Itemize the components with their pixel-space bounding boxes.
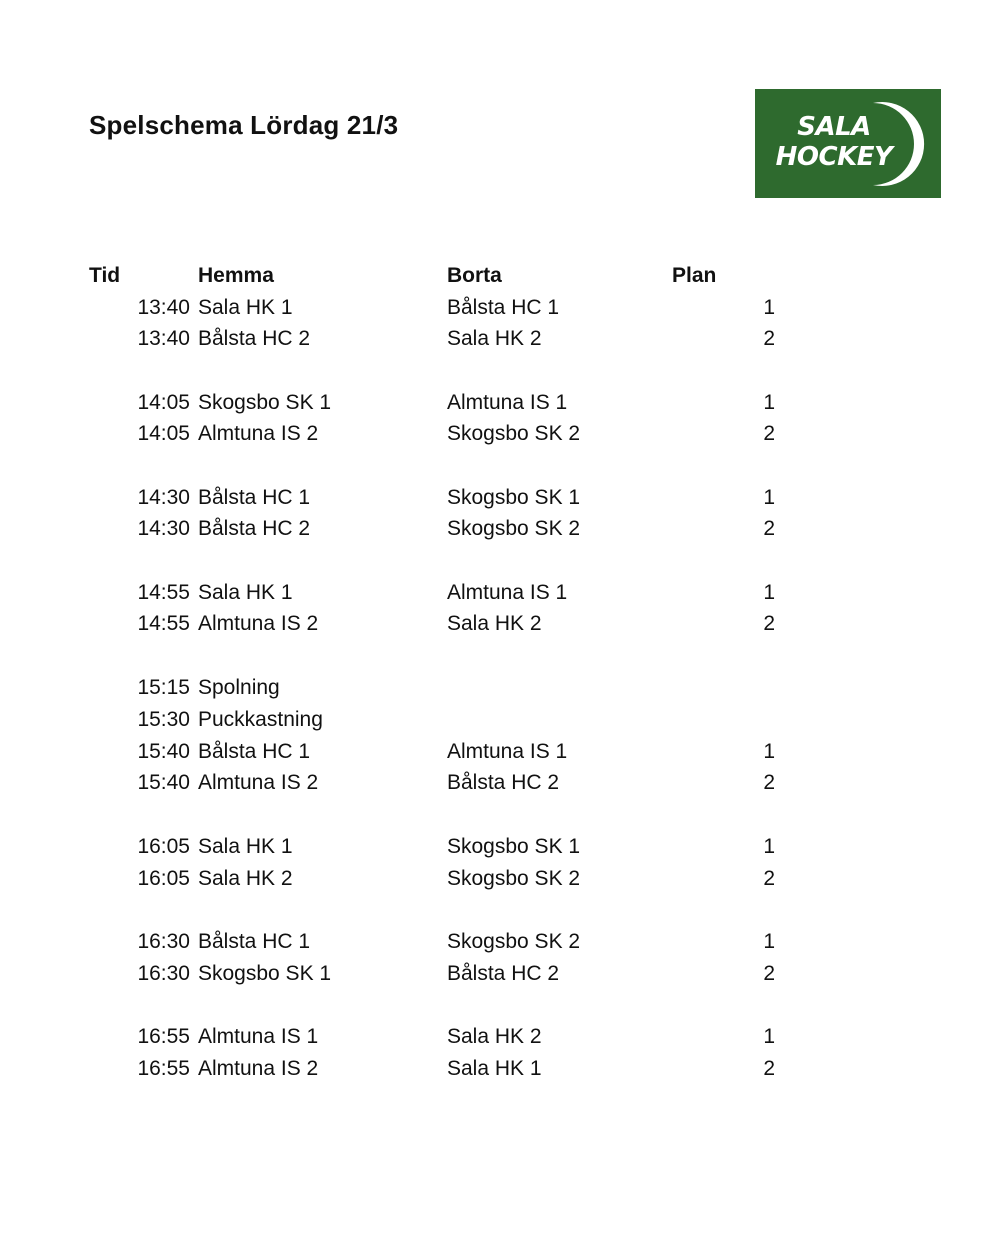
match-time: 14:30 [137,486,190,509]
home-team: Sala HK 1 [198,835,293,858]
table-row [0,1024,1000,1054]
table-row [0,516,1000,546]
away-team: Sala HK 2 [447,612,542,635]
rink-number: 2 [763,327,775,350]
table-row [0,961,1000,991]
match-time: 16:30 [137,962,190,985]
match-time: 14:55 [137,612,190,635]
home-team: Bålsta HC 1 [198,930,311,953]
match-time: 15:15 [137,676,190,699]
header-plan: Plan [672,264,717,287]
table-row [0,834,1000,864]
away-team: Skogsbo SK 1 [447,486,581,509]
home-team: Sala HK 2 [198,867,293,890]
table-row [0,295,1000,325]
home-team: Bålsta HC 2 [198,517,311,540]
away-team: Almtuna IS 1 [447,740,568,763]
rink-number: 1 [763,486,775,509]
table-row [0,929,1000,959]
home-team: Almtuna IS 1 [198,1025,319,1048]
match-time: 14:05 [137,391,190,414]
home-team: Sala HK 1 [198,296,293,319]
away-team: Bålsta HC 2 [447,962,560,985]
match-time: 16:30 [137,930,190,953]
away-team: Sala HK 1 [447,1057,542,1080]
away-team: Skogsbo SK 2 [447,930,581,953]
home-team: Skogsbo SK 1 [198,962,332,985]
match-time: 14:05 [137,422,190,445]
rink-number: 2 [763,771,775,794]
rink-number: 2 [763,612,775,635]
rink-number: 1 [763,296,775,319]
table-row [0,390,1000,420]
table-row [0,1056,1000,1086]
home-team: Almtuna IS 2 [198,1057,319,1080]
home-team: Almtuna IS 2 [198,612,319,635]
match-time: 16:55 [137,1057,190,1080]
match-time: 13:40 [137,327,190,350]
match-time: 14:55 [137,581,190,604]
rink-number: 2 [763,517,775,540]
home-team: Bålsta HC 2 [198,327,311,350]
sala-hockey-logo [755,89,941,198]
away-team: Sala HK 2 [447,327,542,350]
table-row [0,770,1000,800]
rink-number: 1 [763,835,775,858]
table-row [0,611,1000,641]
home-team: Bålsta HC 1 [198,486,311,509]
header-home: Hemma [198,264,274,287]
match-time: 16:05 [137,867,190,890]
logo-text-hockey: HOCKEY [775,142,893,172]
rink-number: 1 [763,740,775,763]
home-team: Bålsta HC 1 [198,740,311,763]
away-team: Skogsbo SK 2 [447,422,581,445]
match-time: 15:40 [137,771,190,794]
away-team: Skogsbo SK 1 [447,835,581,858]
match-time: 15:30 [137,708,190,731]
table-row [0,326,1000,356]
rink-number: 1 [763,1025,775,1048]
event-label: Spolning [198,676,280,699]
away-team: Bålsta HC 2 [447,771,560,794]
home-team: Skogsbo SK 1 [198,391,332,414]
match-time: 13:40 [137,296,190,319]
away-team: Skogsbo SK 2 [447,517,581,540]
match-time: 16:55 [137,1025,190,1048]
table-row [0,739,1000,769]
rink-number: 1 [763,930,775,953]
table-row [0,421,1000,451]
header-time: Tid [89,264,121,287]
home-team: Almtuna IS 2 [198,422,319,445]
table-row [0,675,1000,705]
event-label: Puckkastning [198,708,323,731]
away-team: Almtuna IS 1 [447,581,568,604]
table-row [0,580,1000,610]
logo-text-sala: SALA [797,112,871,142]
table-row [0,485,1000,515]
home-team: Almtuna IS 2 [198,771,319,794]
away-team: Skogsbo SK 2 [447,867,581,890]
home-team: Sala HK 1 [198,581,293,604]
rink-number: 2 [763,1057,775,1080]
rink-number: 2 [763,422,775,445]
match-time: 15:40 [137,740,190,763]
match-time: 14:30 [137,517,190,540]
away-team: Bålsta HC 1 [447,296,560,319]
table-row [0,866,1000,896]
away-team: Almtuna IS 1 [447,391,568,414]
rink-number: 2 [763,962,775,985]
match-time: 16:05 [137,835,190,858]
page-title: Spelschema Lördag 21/3 [89,110,399,140]
rink-number: 2 [763,867,775,890]
away-team: Sala HK 2 [447,1025,542,1048]
rink-number: 1 [763,581,775,604]
rink-number: 1 [763,391,775,414]
table-row [0,707,1000,737]
header-away: Borta [447,264,502,287]
